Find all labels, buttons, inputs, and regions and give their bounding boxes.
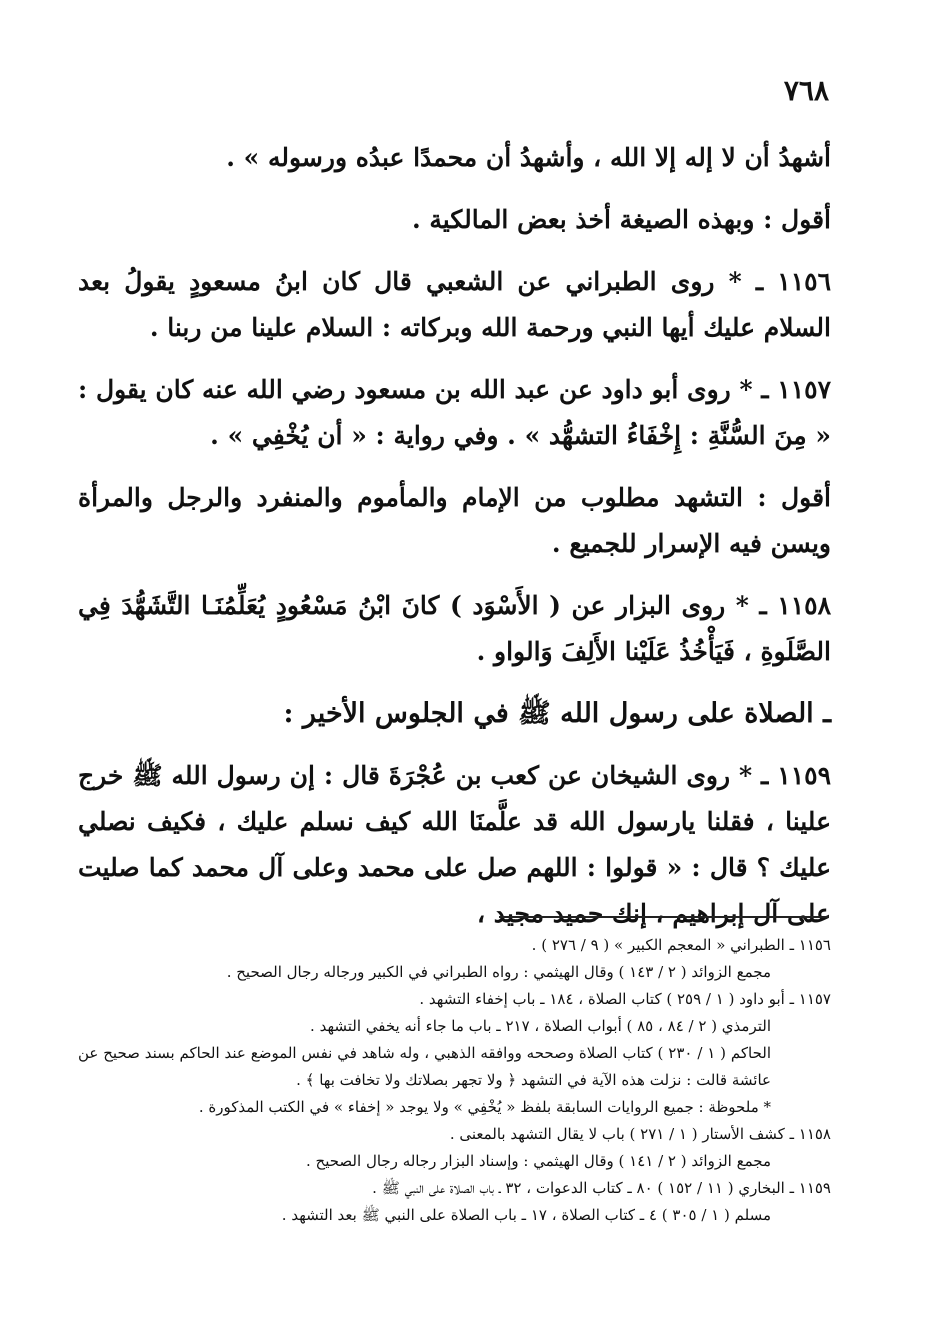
footnote-9: ١١٥٩ ـ البخاري ( ١١ / ١٥٢ ) ٨٠ ـ كتاب الدعوات ، ٣٢ ـ باب الصلاة على النبي ﷺ . <box>372 1179 831 1197</box>
paragraph-5: أقول : التشهد مطلوب من الإمام والمأموم والمنفرد والرجل والمرأة ويسن فيه الإسرار للجميع . <box>78 483 831 558</box>
footnote-divider <box>499 916 829 918</box>
paragraph-3: ١١٥٦ ـ * روى الطبراني عن الشعبي قال كان ابنُ مسعودٍ يقولُ بعد السلام عليك أيها النبي ورحمة الله وبركاته : السلام علينا من ربنا . <box>78 267 831 342</box>
footnotes <box>78 932 831 1229</box>
section-heading: ـ الصلاة على رسول الله ﷺ في الجلوس الأخير : <box>283 698 831 729</box>
paragraph-4: ١١٥٧ ـ * روى أبو داود عن عبد الله بن مسعود رضي الله عنه كان يقول : « مِنَ السُّنَّةِ : إِخْفَاءُ التشهُّد » . وفي رواية : « أن يُخْفِي » . <box>78 375 831 450</box>
paragraph-2: أقول : وبهذه الصيغة أخذ بعض المالكية . <box>411 205 831 234</box>
footnote-10: مسلم ( ١ / ٣٠٥ ) ٤ ـ كتاب الصلاة ، ١٧ ـ باب الصلاة على النبي ﷺ بعد التشهد . <box>281 1206 771 1224</box>
footnote-6: * ملحوظة : جميع الروايات السابقة بلفظ « يُخْفِي » ولا يوجد « إخفاء » في الكتب المذكورة . <box>198 1098 771 1116</box>
paragraph-1: أشهدُ أن لا إله إلا الله ، وأشهدُ أن محمدًا عبدُه ورسوله » . <box>226 143 831 172</box>
footnote-8: مجمع الزوائد ( ٢ / ١٤١ ) وقال الهيثمي : وإسناد البزار رجاله رجال الصحيح . <box>306 1152 771 1170</box>
main-text <box>78 135 831 953</box>
paragraph-7: ١١٥٩ ـ * روى الشيخان عن كعب بن عُجْرَةَ قال : إن رسول الله ﷺ خرج علينا ، فقلنا يارسول الله قد علَّمنَا الله كيف نسلم عليك ، فكيف نصلي عليك ؟ قال : « قولوا : اللهم صل على محمد وعلى آل محمد كما صليت على آل إبراهيم ، إنك حميد مجيد ، <box>78 761 831 928</box>
footnote-1: ١١٥٦ ـ الطبراني « المعجم الكبير » ( ٩ / ٢٧٦ ) . <box>531 936 831 954</box>
footnote-7: ١١٥٨ ـ كشف الأستار ( ١ / ٢٧١ ) باب لا يقال التشهد بالمعنى . <box>449 1125 831 1143</box>
footnote-4: الترمذي ( ٢ / ٨٤ ، ٨٥ ) أبواب الصلاة ، ٢١٧ ـ باب ما جاء أنه يخفي التشهد . <box>310 1017 771 1035</box>
page-number: ٧٦٨ <box>783 74 829 107</box>
footnote-5: الحاكم ( ١ / ٢٣٠ ) كتاب الصلاة وصححه ووافقه الذهبي ، وله شاهد في نفس الموضع عند الحاكم بسند صحيح عن عائشة قالت : نزلت هذه الآية في التشهد ﴿ ولا تجهر بصلاتك ولا تخافت بها ﴾ . <box>78 1044 771 1089</box>
footnote-3: ١١٥٧ ـ أبو داود ( ١ / ٢٥٩ ) كتاب الصلاة ، ١٨٤ ـ باب إخفاء التشهد . <box>419 990 831 1008</box>
paragraph-6: ١١٥٨ ـ * روى البزار عن ( الأَسْوَد ) كانَ ابْنُ مَسْعُودٍ يُعَلِّمُنَـا التَّشَهُّدَ فِي الصَّلَوةِ ، فَيَأْخُذُ عَلَيْنا الأَلِفَ وَالواو . <box>78 591 831 666</box>
footnote-2: مجمع الزوائد ( ٢ / ١٤٣ ) وقال الهيثمي : رواه الطبراني في الكبير ورجاله رجال الصحيح . <box>226 963 771 981</box>
